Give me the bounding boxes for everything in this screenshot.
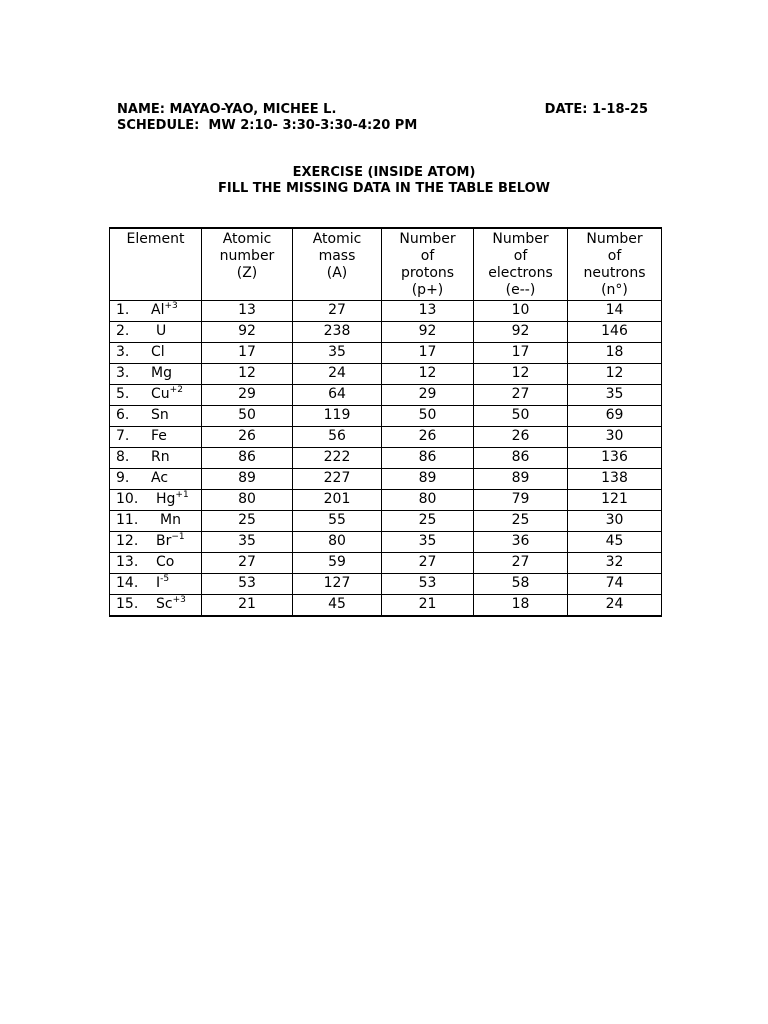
atomic-mass-cell: 127 bbox=[293, 574, 382, 595]
element-symbol bbox=[156, 322, 166, 341]
protons-cell: 35 bbox=[382, 532, 474, 553]
element-symbol-text: I bbox=[156, 575, 161, 591]
element-symbol-text: Sc bbox=[156, 596, 173, 612]
element-cell bbox=[110, 385, 202, 406]
element-symbol-text: Fe bbox=[151, 428, 167, 444]
electrons-cell: 27 bbox=[474, 385, 568, 406]
column-header-line: electrons bbox=[488, 265, 553, 281]
electrons-cell: 17 bbox=[474, 343, 568, 364]
element-symbol bbox=[151, 364, 172, 383]
column-header-neutrons bbox=[568, 228, 662, 301]
neutrons-cell: 14 bbox=[568, 301, 662, 322]
class-schedule: SCHEDULE: MW 2:10- 3:30-3:30-4:20 PM bbox=[117, 118, 418, 133]
element-cell bbox=[110, 406, 202, 427]
element-symbol-text: Br bbox=[156, 533, 172, 549]
ion-charge: +3 bbox=[164, 301, 178, 311]
row-number: 12. bbox=[116, 533, 139, 549]
neutrons-cell: 146 bbox=[568, 322, 662, 343]
column-header-atomic-number bbox=[202, 228, 293, 301]
neutrons-cell: 74 bbox=[568, 574, 662, 595]
column-header-line: (p+) bbox=[411, 282, 444, 298]
atomic-mass-cell: 238 bbox=[293, 322, 382, 343]
table-row bbox=[110, 511, 662, 532]
column-header-line: Number bbox=[586, 231, 643, 247]
header-line-name-date bbox=[117, 102, 648, 118]
neutrons-cell: 32 bbox=[568, 553, 662, 574]
exercise-titles bbox=[0, 165, 768, 197]
row-number: 2. bbox=[116, 323, 130, 339]
element-cell bbox=[110, 574, 202, 595]
neutrons-cell: 24 bbox=[568, 595, 662, 617]
atomic-mass-cell: 45 bbox=[293, 595, 382, 617]
electrons-cell: 58 bbox=[474, 574, 568, 595]
protons-cell: 27 bbox=[382, 553, 474, 574]
electrons-cell: 50 bbox=[474, 406, 568, 427]
element-symbol bbox=[156, 553, 174, 572]
atomic-mass-cell: 56 bbox=[293, 427, 382, 448]
element-cell bbox=[110, 322, 202, 343]
element-symbol-text: Rn bbox=[151, 449, 170, 465]
neutrons-cell: 121 bbox=[568, 490, 662, 511]
atomic-number-cell: 35 bbox=[202, 532, 293, 553]
atomic-number-cell: 13 bbox=[202, 301, 293, 322]
atomic-number-cell: 89 bbox=[202, 469, 293, 490]
electrons-cell: 27 bbox=[474, 553, 568, 574]
column-header-line: mass bbox=[318, 248, 356, 264]
protons-cell: 12 bbox=[382, 364, 474, 385]
neutrons-cell: 30 bbox=[568, 427, 662, 448]
column-header-line: of bbox=[420, 248, 435, 264]
table-row bbox=[110, 385, 662, 406]
atomic-number-cell: 26 bbox=[202, 427, 293, 448]
column-header-line: (Z) bbox=[236, 265, 258, 281]
element-symbol-text: Co bbox=[156, 554, 175, 570]
row-number: 14. bbox=[116, 575, 139, 591]
document-header bbox=[117, 102, 648, 134]
column-header-line: Number bbox=[492, 231, 549, 247]
atomic-mass-cell: 201 bbox=[293, 490, 382, 511]
column-header-line: Number bbox=[399, 231, 456, 247]
atomic-number-cell: 50 bbox=[202, 406, 293, 427]
row-number: 6. bbox=[116, 407, 130, 423]
table-row bbox=[110, 322, 662, 343]
element-cell bbox=[110, 448, 202, 469]
table-row bbox=[110, 469, 662, 490]
atomic-number-cell: 27 bbox=[202, 553, 293, 574]
ion-charge: -5 bbox=[160, 574, 170, 584]
element-cell bbox=[110, 364, 202, 385]
element-cell bbox=[110, 427, 202, 448]
row-number: 10. bbox=[116, 491, 139, 507]
electrons-cell: 79 bbox=[474, 490, 568, 511]
electrons-cell: 92 bbox=[474, 322, 568, 343]
atomic-mass-cell: 59 bbox=[293, 553, 382, 574]
element-symbol-text: Mg bbox=[151, 365, 172, 381]
element-cell bbox=[110, 511, 202, 532]
atomic-mass-cell: 119 bbox=[293, 406, 382, 427]
atomic-number-cell: 80 bbox=[202, 490, 293, 511]
atomic-mass-cell: 80 bbox=[293, 532, 382, 553]
electrons-cell: 10 bbox=[474, 301, 568, 322]
column-header-line: neutrons bbox=[583, 265, 646, 281]
protons-cell: 50 bbox=[382, 406, 474, 427]
table-header-row bbox=[110, 228, 662, 301]
element-symbol-text: Ac bbox=[151, 470, 169, 486]
protons-cell: 17 bbox=[382, 343, 474, 364]
exercise-instruction: FILL THE MISSING DATA IN THE TABLE BELOW bbox=[218, 181, 550, 196]
electrons-cell: 12 bbox=[474, 364, 568, 385]
element-cell bbox=[110, 595, 202, 617]
neutrons-cell: 69 bbox=[568, 406, 662, 427]
table-row bbox=[110, 364, 662, 385]
atomic-number-cell: 21 bbox=[202, 595, 293, 617]
column-header-line: protons bbox=[400, 265, 455, 281]
element-symbol bbox=[156, 595, 186, 616]
neutrons-cell: 35 bbox=[568, 385, 662, 406]
table-row bbox=[110, 553, 662, 574]
row-number: 1. bbox=[116, 302, 130, 318]
row-number: 3. bbox=[116, 365, 130, 381]
table-row bbox=[110, 532, 662, 553]
row-number: 13. bbox=[116, 554, 139, 570]
neutrons-cell: 138 bbox=[568, 469, 662, 490]
column-header-line: (n°) bbox=[601, 282, 628, 298]
atomic-mass-cell: 222 bbox=[293, 448, 382, 469]
element-cell bbox=[110, 469, 202, 490]
column-header-line: (A) bbox=[326, 265, 348, 281]
row-number: 11. bbox=[116, 512, 139, 528]
column-header-line: number bbox=[219, 248, 275, 264]
row-number: 5. bbox=[116, 386, 130, 402]
electrons-cell: 36 bbox=[474, 532, 568, 553]
ion-charge: −1 bbox=[171, 532, 185, 542]
table-row bbox=[110, 595, 662, 617]
element-symbol bbox=[156, 490, 189, 511]
column-header-atomic-mass bbox=[293, 228, 382, 301]
element-symbol-text: Sn bbox=[151, 407, 169, 423]
column-header-element bbox=[110, 228, 202, 301]
element-symbol-text: Al bbox=[151, 302, 165, 318]
atomic-mass-cell: 27 bbox=[293, 301, 382, 322]
electrons-cell: 86 bbox=[474, 448, 568, 469]
electrons-cell: 26 bbox=[474, 427, 568, 448]
column-header-line: (e--) bbox=[505, 282, 536, 298]
element-symbol bbox=[151, 343, 165, 362]
element-symbol bbox=[156, 532, 185, 553]
table-row bbox=[110, 343, 662, 364]
neutrons-cell: 12 bbox=[568, 364, 662, 385]
protons-cell: 80 bbox=[382, 490, 474, 511]
row-number: 7. bbox=[116, 428, 130, 444]
neutrons-cell: 18 bbox=[568, 343, 662, 364]
neutrons-cell: 45 bbox=[568, 532, 662, 553]
element-symbol bbox=[151, 469, 168, 488]
table-body bbox=[110, 301, 662, 617]
document-date: DATE: 1-18-25 bbox=[544, 102, 648, 117]
column-header-protons bbox=[382, 228, 474, 301]
protons-cell: 13 bbox=[382, 301, 474, 322]
column-header-line: Element bbox=[126, 231, 185, 247]
column-header-line: of bbox=[607, 248, 622, 264]
element-symbol-text: Hg bbox=[156, 491, 176, 507]
element-cell bbox=[110, 490, 202, 511]
electrons-cell: 89 bbox=[474, 469, 568, 490]
header-line-schedule bbox=[117, 118, 648, 134]
column-header-electrons bbox=[474, 228, 568, 301]
ion-charge: +3 bbox=[172, 595, 186, 605]
table-row bbox=[110, 574, 662, 595]
element-symbol bbox=[156, 574, 169, 595]
element-symbol-text: Mn bbox=[160, 512, 181, 528]
row-number: 3. bbox=[116, 344, 130, 360]
protons-cell: 29 bbox=[382, 385, 474, 406]
atomic-number-cell: 53 bbox=[202, 574, 293, 595]
element-cell bbox=[110, 301, 202, 322]
row-number: 15. bbox=[116, 596, 139, 612]
student-name: NAME: MAYAO-YAO, MICHEE L. bbox=[117, 102, 337, 117]
element-symbol-text: Cu bbox=[151, 386, 170, 402]
atomic-mass-cell: 64 bbox=[293, 385, 382, 406]
protons-cell: 21 bbox=[382, 595, 474, 617]
table-row bbox=[110, 406, 662, 427]
protons-cell: 53 bbox=[382, 574, 474, 595]
electrons-cell: 18 bbox=[474, 595, 568, 617]
column-header-line: of bbox=[513, 248, 528, 264]
protons-cell: 26 bbox=[382, 427, 474, 448]
protons-cell: 89 bbox=[382, 469, 474, 490]
atomic-number-cell: 25 bbox=[202, 511, 293, 532]
atomic-mass-cell: 35 bbox=[293, 343, 382, 364]
atomic-number-cell: 12 bbox=[202, 364, 293, 385]
protons-cell: 86 bbox=[382, 448, 474, 469]
ion-charge: +1 bbox=[175, 490, 189, 500]
atomic-number-cell: 17 bbox=[202, 343, 293, 364]
electrons-cell: 25 bbox=[474, 511, 568, 532]
ion-charge: +2 bbox=[169, 385, 183, 395]
atomic-number-cell: 29 bbox=[202, 385, 293, 406]
atomic-mass-cell: 24 bbox=[293, 364, 382, 385]
atomic-mass-cell: 227 bbox=[293, 469, 382, 490]
atomic-number-cell: 92 bbox=[202, 322, 293, 343]
table-row bbox=[110, 490, 662, 511]
element-symbol bbox=[151, 406, 169, 425]
neutrons-cell: 136 bbox=[568, 448, 662, 469]
atomic-number-cell: 86 bbox=[202, 448, 293, 469]
table-row bbox=[110, 448, 662, 469]
row-number: 9. bbox=[116, 470, 130, 486]
element-symbol bbox=[151, 385, 183, 406]
atom-data-table bbox=[109, 227, 662, 617]
element-symbol bbox=[151, 448, 170, 467]
column-header-line: Atomic bbox=[312, 231, 362, 247]
element-cell bbox=[110, 343, 202, 364]
protons-cell: 92 bbox=[382, 322, 474, 343]
element-symbol bbox=[151, 427, 167, 446]
row-number: 8. bbox=[116, 449, 130, 465]
element-cell bbox=[110, 553, 202, 574]
table-row bbox=[110, 427, 662, 448]
element-symbol bbox=[151, 301, 178, 322]
table-row bbox=[110, 301, 662, 322]
exercise-title: EXERCISE (INSIDE ATOM) bbox=[292, 165, 476, 180]
atomic-mass-cell: 55 bbox=[293, 511, 382, 532]
element-cell bbox=[110, 532, 202, 553]
protons-cell: 25 bbox=[382, 511, 474, 532]
neutrons-cell: 30 bbox=[568, 511, 662, 532]
column-header-line: Atomic bbox=[222, 231, 272, 247]
element-symbol bbox=[160, 511, 181, 530]
element-symbol-text: U bbox=[156, 323, 167, 339]
element-symbol-text: Cl bbox=[151, 344, 165, 360]
